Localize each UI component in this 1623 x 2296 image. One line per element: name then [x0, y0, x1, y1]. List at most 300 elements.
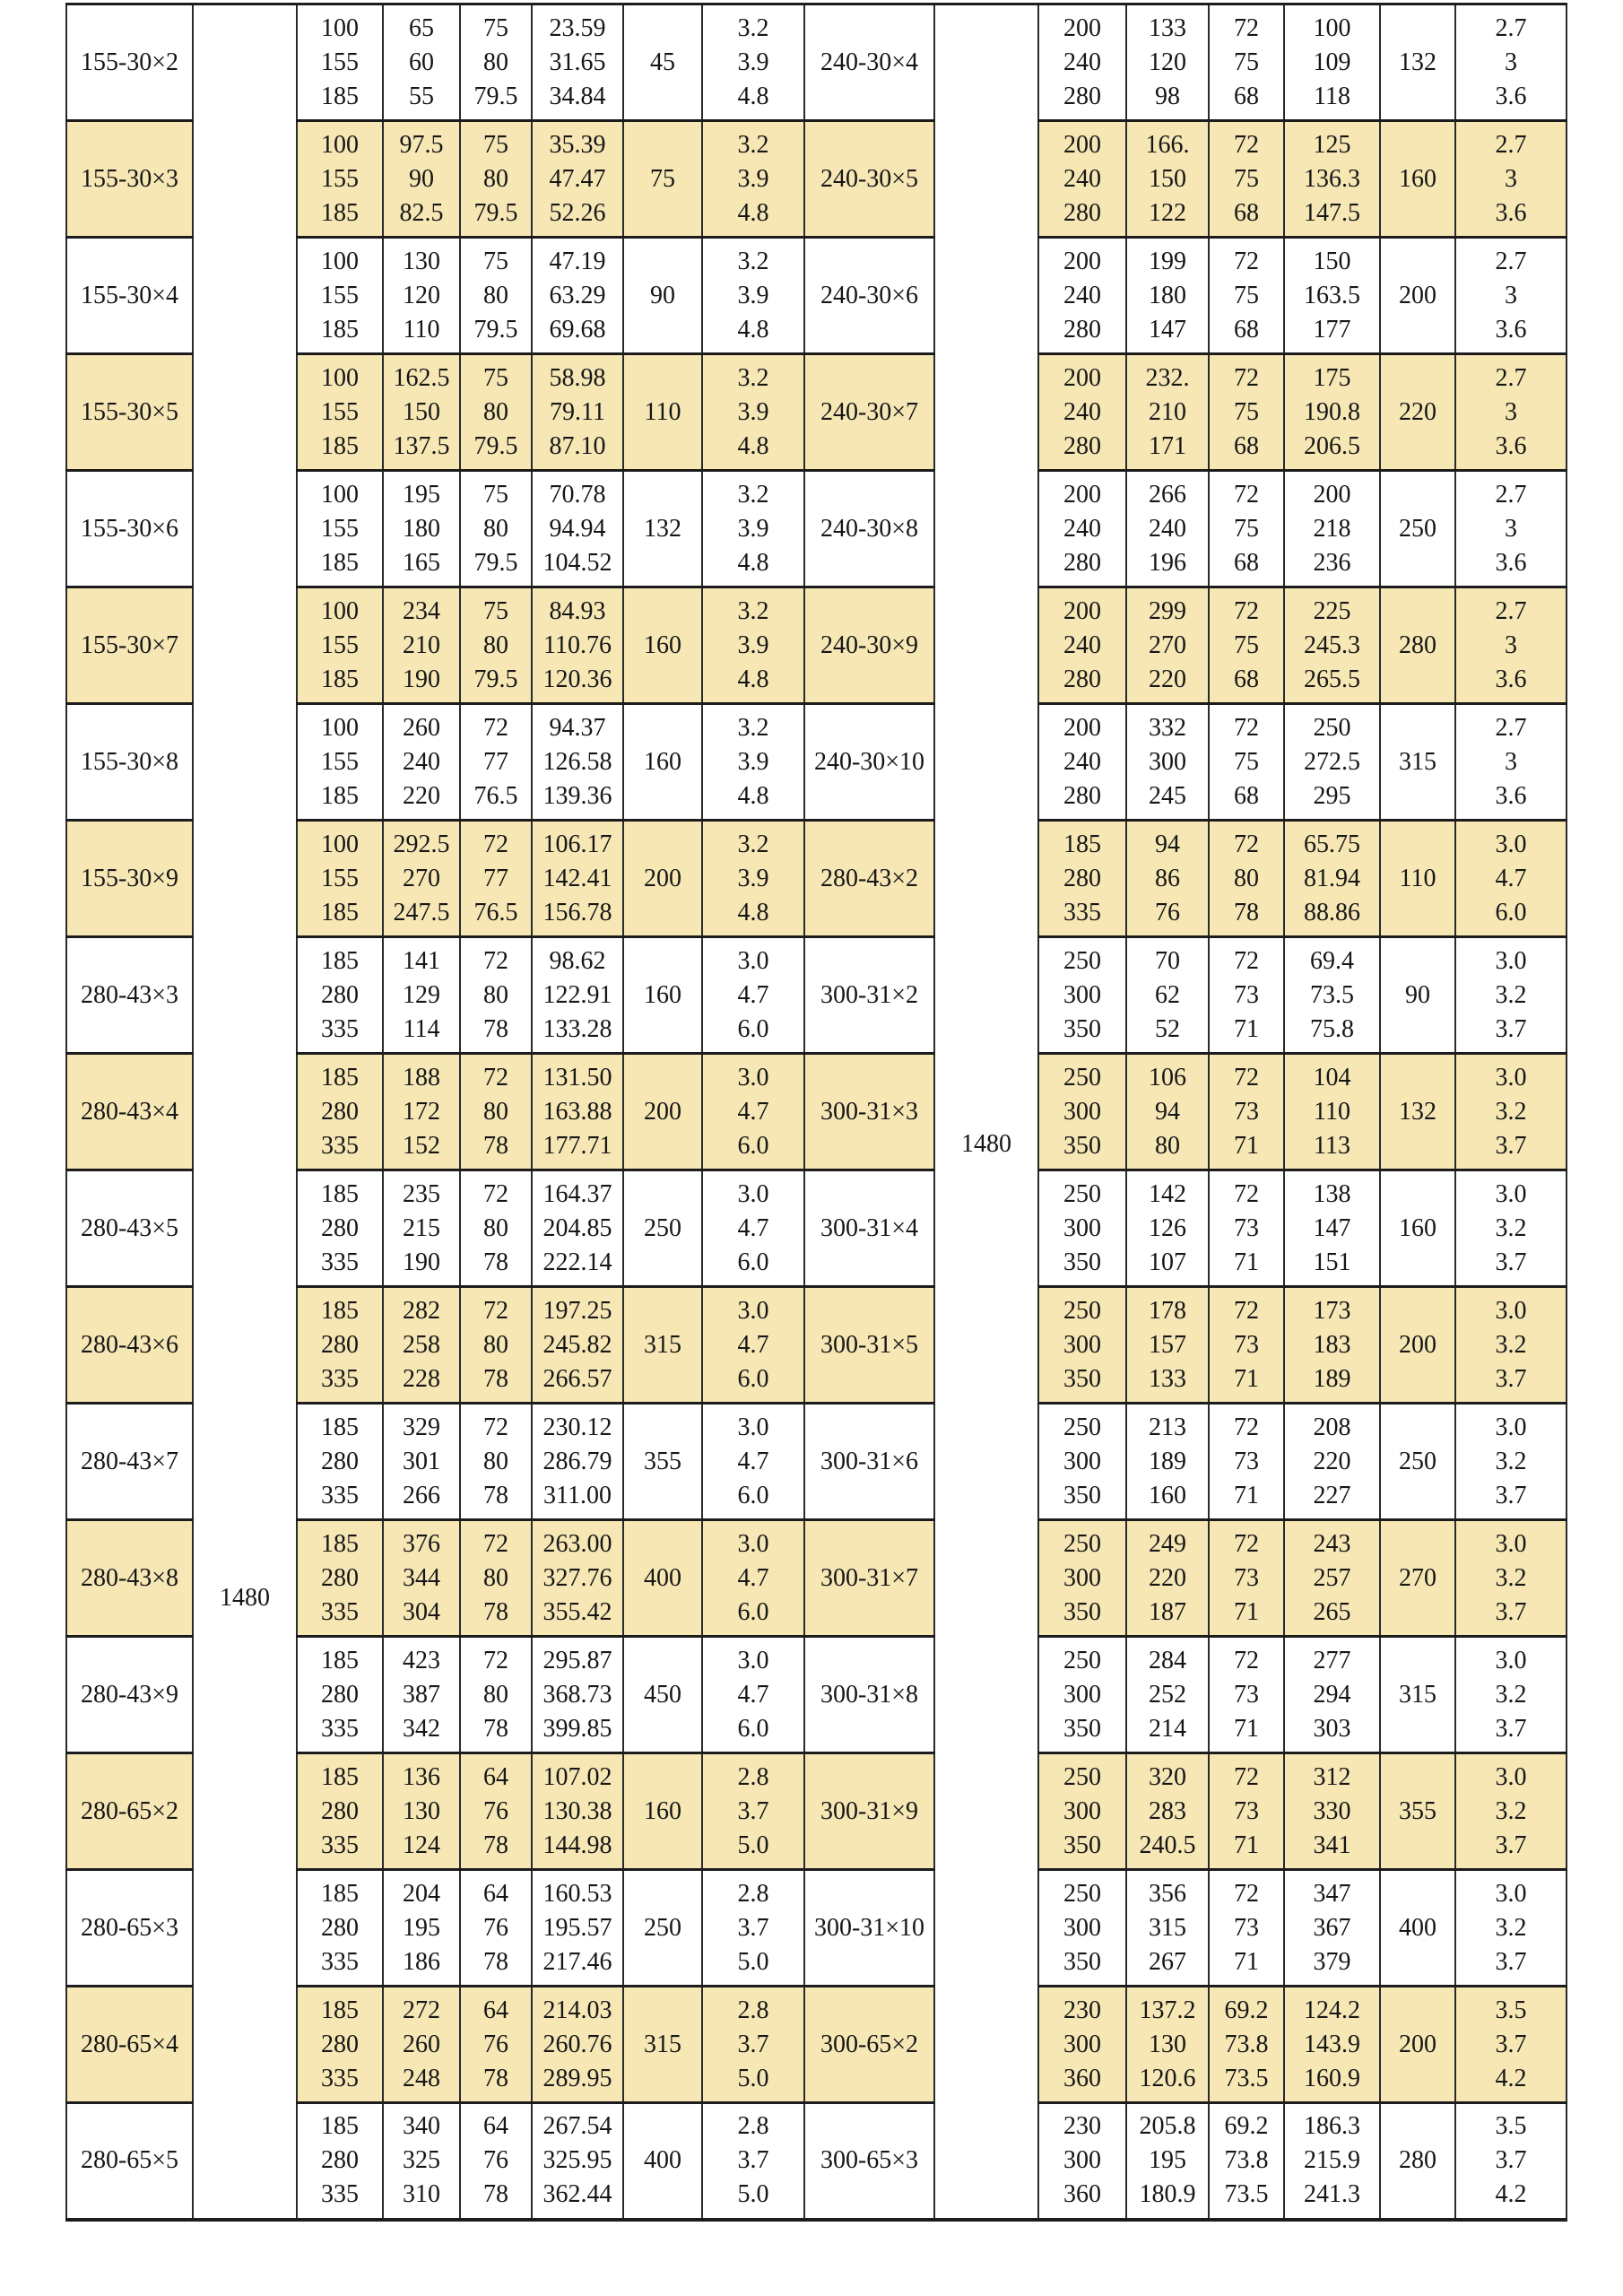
cell-flow-left-line: 185 — [321, 431, 359, 460]
cell-eff-left — [460, 937, 532, 1054]
cell-head-left — [383, 1054, 460, 1170]
cell-power-right-line: 177 — [1313, 315, 1351, 344]
cell-eff-left-line: 80 — [483, 631, 508, 659]
cell-eff-left-line: 80 — [483, 1680, 508, 1709]
cell-eff-left — [460, 1287, 532, 1404]
cell-npsh-left-line: 4.8 — [737, 315, 769, 344]
cell-head-right — [1126, 1170, 1209, 1287]
cell-head-right-line: 220 — [1149, 1563, 1186, 1592]
cell-power-right-line: 294 — [1313, 1680, 1351, 1709]
cell-power-right-line: 218 — [1313, 514, 1351, 543]
cell-model-right: 240-30×5 — [804, 121, 934, 238]
cell-power-right — [1284, 238, 1380, 354]
cell-flow-left-line: 155 — [321, 397, 359, 426]
speed-value-left: 1480 — [220, 1583, 270, 1612]
cell-head-left-line: 292.5 — [393, 830, 450, 858]
cell-head-right-line: 195 — [1149, 2146, 1186, 2175]
cell-flow-right-line: 300 — [1063, 2030, 1101, 2058]
cell-power-left-line: 130.38 — [542, 1796, 612, 1825]
cell-motor-right: 355 — [1380, 1753, 1455, 1870]
cell-eff-right-line: 72 — [1234, 363, 1259, 392]
cell-eff-left-line: 64 — [483, 1996, 508, 2024]
cell-head-right-line: 180 — [1149, 281, 1186, 309]
cell-head-right-line: 52 — [1155, 1014, 1180, 1043]
cell-eff-right-line: 71 — [1234, 1831, 1259, 1859]
cell-head-left-line: 65 — [409, 13, 434, 42]
cell-eff-right — [1209, 1404, 1284, 1520]
cell-npsh-left-line: 4.8 — [737, 431, 769, 460]
cell-npsh-left — [702, 1870, 804, 1987]
cell-flow-left-line: 185 — [321, 82, 359, 110]
cell-npsh-right-line: 3.7 — [1495, 1364, 1527, 1393]
cell-power-left-line: 260.76 — [542, 2030, 612, 2058]
cell-flow-left — [297, 471, 383, 587]
cell-eff-right — [1209, 587, 1284, 704]
cell-eff-right — [1209, 821, 1284, 937]
cell-npsh-left — [702, 354, 804, 471]
cell-flow-left-line: 155 — [321, 514, 359, 543]
cell-eff-right-line: 73 — [1234, 980, 1259, 1009]
cell-head-right-line: 356 — [1149, 1879, 1186, 1908]
cell-motor-left: 160 — [623, 937, 702, 1054]
cell-eff-right — [1209, 2103, 1284, 2220]
cell-head-right-line: 120 — [1149, 48, 1186, 76]
cell-motor-left: 400 — [623, 2103, 702, 2220]
cell-head-right-line: 178 — [1149, 1296, 1186, 1325]
cell-head-right-line: 205.8 — [1139, 2112, 1196, 2141]
cell-head-left — [383, 1520, 460, 1637]
cell-flow-right-line: 350 — [1063, 1014, 1101, 1043]
cell-npsh-left-line: 4.8 — [737, 665, 769, 693]
cell-flow-right-line: 350 — [1063, 1364, 1101, 1393]
cell-motor-left: 355 — [623, 1404, 702, 1520]
cell-power-left-line: 122.91 — [542, 980, 612, 1009]
cell-flow-left-line: 185 — [321, 198, 359, 227]
cell-flow-right-line: 240 — [1063, 747, 1101, 776]
cell-motor-left: 200 — [623, 1054, 702, 1170]
cell-flow-left — [297, 1054, 383, 1170]
cell-flow-left-line: 335 — [321, 1248, 359, 1276]
cell-power-right-line: 163.5 — [1304, 281, 1360, 309]
cell-eff-right-line: 73 — [1234, 1563, 1259, 1592]
cell-eff-right-line: 72 — [1234, 1296, 1259, 1325]
cell-flow-right — [1038, 587, 1126, 704]
cell-eff-left — [460, 4, 532, 121]
cell-power-left-line: 58.98 — [549, 363, 606, 392]
cell-flow-right — [1038, 354, 1126, 471]
cell-power-right-line: 295 — [1313, 781, 1351, 810]
cell-npsh-right-line: 3.0 — [1495, 1413, 1527, 1441]
cell-npsh-right-line: 3 — [1505, 164, 1517, 193]
cell-eff-left — [460, 1054, 532, 1170]
cell-head-right — [1126, 1753, 1209, 1870]
cell-model-left: 280-43×9 — [66, 1637, 193, 1753]
cell-power-right-line: 303 — [1313, 1714, 1351, 1743]
cell-npsh-right-line: 3.2 — [1495, 1913, 1527, 1942]
cell-eff-left-line: 80 — [483, 164, 508, 193]
cell-flow-right-line: 350 — [1063, 1131, 1101, 1160]
cell-eff-left-line: 72 — [483, 1529, 508, 1558]
cell-eff-left-line: 75 — [483, 596, 508, 625]
cell-model-left: 155-30×7 — [66, 587, 193, 704]
cell-npsh-left-line: 2.8 — [737, 1879, 769, 1908]
cell-flow-right-line: 250 — [1063, 1762, 1101, 1791]
cell-motor-left: 160 — [623, 704, 702, 821]
cell-flow-left — [297, 4, 383, 121]
cell-model-right: 240-30×6 — [804, 238, 934, 354]
cell-eff-right-line: 72 — [1234, 1413, 1259, 1441]
cell-model-left: 155-30×3 — [66, 121, 193, 238]
cell-power-left — [532, 354, 623, 471]
cell-eff-right-line: 68 — [1234, 781, 1259, 810]
cell-npsh-right-line: 4.7 — [1495, 864, 1527, 892]
cell-model-left: 280-43×3 — [66, 937, 193, 1054]
cell-power-right-line: 227 — [1313, 1481, 1351, 1509]
cell-npsh-left-line: 6.0 — [737, 1014, 769, 1043]
cell-head-left-line: 210 — [403, 631, 440, 659]
cell-power-right-line: 104 — [1313, 1063, 1351, 1091]
cell-eff-left-line: 80 — [483, 514, 508, 543]
cell-eff-right-line: 71 — [1234, 1248, 1259, 1276]
cell-power-left-line: 214.03 — [542, 1996, 612, 2024]
cell-motor-left: 200 — [623, 821, 702, 937]
cell-model-left: 155-30×6 — [66, 471, 193, 587]
cell-eff-left — [460, 1170, 532, 1287]
cell-eff-right — [1209, 121, 1284, 238]
cell-power-right-line: 65.75 — [1304, 830, 1360, 858]
cell-flow-left — [297, 2103, 383, 2220]
cell-flow-right-line: 300 — [1063, 980, 1101, 1009]
cell-head-left-line: 260 — [403, 713, 440, 742]
cell-npsh-right — [1455, 704, 1567, 821]
cell-eff-left — [460, 1637, 532, 1753]
cell-flow-left-line: 280 — [321, 1330, 359, 1359]
cell-npsh-right — [1455, 1287, 1567, 1404]
cell-npsh-right-line: 3.7 — [1495, 2146, 1527, 2175]
cell-flow-left-line: 100 — [321, 363, 359, 392]
cell-npsh-right — [1455, 1404, 1567, 1520]
cell-flow-left-line: 155 — [321, 631, 359, 659]
cell-head-right-line: 300 — [1149, 747, 1186, 776]
cell-power-right — [1284, 1170, 1380, 1287]
cell-flow-left-line: 335 — [321, 1714, 359, 1743]
cell-npsh-right — [1455, 354, 1567, 471]
cell-eff-right-line: 78 — [1234, 898, 1259, 926]
cell-flow-left-line: 185 — [321, 1413, 359, 1441]
cell-npsh-right-line: 3.7 — [1495, 1714, 1527, 1743]
cell-power-right — [1284, 354, 1380, 471]
cell-power-left-line: 34.84 — [549, 82, 606, 110]
cell-power-left — [532, 1054, 623, 1170]
cell-head-left-line: 60 — [409, 48, 434, 76]
cell-eff-left-line: 78 — [483, 1597, 508, 1626]
cell-npsh-left-line: 5.0 — [737, 1947, 769, 1976]
cell-npsh-right-line: 3 — [1505, 631, 1517, 659]
cell-power-right — [1284, 471, 1380, 587]
cell-eff-right-line: 73 — [1234, 1330, 1259, 1359]
cell-npsh-left-line: 4.7 — [737, 1330, 769, 1359]
cell-head-left-line: 282 — [403, 1296, 440, 1325]
cell-eff-right-line: 73.5 — [1224, 2180, 1269, 2209]
cell-model-left: 280-65×4 — [66, 1987, 193, 2103]
cell-model-right: 280-43×2 — [804, 821, 934, 937]
cell-motor-right: 160 — [1380, 121, 1455, 238]
cell-npsh-left-line: 6.0 — [737, 1131, 769, 1160]
cell-flow-right-line: 350 — [1063, 1831, 1101, 1859]
cell-flow-right-line: 240 — [1063, 514, 1101, 543]
cell-head-right-line: 157 — [1149, 1330, 1186, 1359]
cell-eff-left — [460, 471, 532, 587]
cell-npsh-right-line: 3 — [1505, 514, 1517, 543]
cell-head-left-line: 272 — [403, 1996, 440, 2024]
cell-flow-right-line: 185 — [1063, 830, 1101, 858]
cell-flow-left-line: 155 — [321, 164, 359, 193]
cell-flow-left-line: 335 — [321, 1014, 359, 1043]
cell-head-left — [383, 1987, 460, 2103]
cell-npsh-right — [1455, 121, 1567, 238]
cell-flow-left-line: 100 — [321, 247, 359, 275]
cell-eff-right-line: 72 — [1234, 596, 1259, 625]
cell-power-right — [1284, 2103, 1380, 2220]
cell-power-right-line: 236 — [1313, 548, 1351, 577]
cell-eff-right — [1209, 4, 1284, 121]
cell-model-left: 155-30×8 — [66, 704, 193, 821]
cell-flow-right-line: 300 — [1063, 1330, 1101, 1359]
cell-npsh-left-line: 4.7 — [737, 1680, 769, 1709]
cell-motor-left: 315 — [623, 1987, 702, 2103]
cell-head-left-line: 195 — [403, 480, 440, 509]
cell-eff-left-line: 78 — [483, 1364, 508, 1393]
cell-npsh-left-line: 3.7 — [737, 2146, 769, 2175]
cell-flow-right-line: 300 — [1063, 1447, 1101, 1475]
cell-head-left-line: 260 — [403, 2030, 440, 2058]
cell-eff-right-line: 72 — [1234, 13, 1259, 42]
cell-head-left-line: 141 — [403, 946, 440, 975]
cell-flow-right-line: 250 — [1063, 1646, 1101, 1674]
cell-head-right-line: 267 — [1149, 1947, 1186, 1976]
cell-speed-right — [934, 4, 1038, 2220]
cell-power-right — [1284, 1753, 1380, 1870]
cell-power-left — [532, 1287, 623, 1404]
cell-head-left — [383, 4, 460, 121]
cell-head-right — [1126, 1520, 1209, 1637]
cell-flow-left-line: 185 — [321, 1529, 359, 1558]
cell-flow-left — [297, 821, 383, 937]
cell-npsh-left-line: 3.9 — [737, 48, 769, 76]
cell-head-right-line: 199 — [1149, 247, 1186, 275]
cell-head-left-line: 172 — [403, 1097, 440, 1126]
cell-power-right — [1284, 937, 1380, 1054]
cell-motor-right: 280 — [1380, 587, 1455, 704]
cell-eff-left — [460, 1987, 532, 2103]
cell-flow-right-line: 240 — [1063, 48, 1101, 76]
cell-eff-right-line: 73 — [1234, 1913, 1259, 1942]
cell-eff-right-line: 72 — [1234, 1879, 1259, 1908]
cell-head-left-line: 124 — [403, 1831, 440, 1859]
cell-power-right-line: 81.94 — [1304, 864, 1360, 892]
cell-npsh-right-line: 3.2 — [1495, 1097, 1527, 1126]
cell-eff-right-line: 73 — [1234, 1796, 1259, 1825]
cell-power-left-line: 104.52 — [542, 548, 612, 577]
cell-power-left-line: 195.57 — [542, 1913, 612, 1942]
cell-power-left-line: 197.25 — [542, 1296, 612, 1325]
cell-eff-left-line: 64 — [483, 1762, 508, 1791]
cell-npsh-left-line: 5.0 — [737, 1831, 769, 1859]
cell-flow-right-line: 280 — [1063, 198, 1101, 227]
cell-head-right-line: 98 — [1155, 82, 1180, 110]
cell-flow-left — [297, 1637, 383, 1753]
cell-eff-right-line: 72 — [1234, 1646, 1259, 1674]
cell-npsh-left-line: 3.0 — [737, 1296, 769, 1325]
cell-flow-right — [1038, 704, 1126, 821]
cell-head-right-line: 107 — [1149, 1248, 1186, 1276]
cell-power-right-line: 250 — [1313, 713, 1351, 742]
cell-flow-left-line: 280 — [321, 2146, 359, 2175]
cell-head-left-line: 190 — [403, 1248, 440, 1276]
cell-head-right — [1126, 1054, 1209, 1170]
cell-power-left-line: 110.76 — [543, 631, 612, 659]
cell-power-right-line: 265 — [1313, 1597, 1351, 1626]
cell-flow-right — [1038, 121, 1126, 238]
cell-head-left-line: 228 — [403, 1364, 440, 1393]
cell-flow-left-line: 155 — [321, 48, 359, 76]
cell-power-right-line: 109 — [1313, 48, 1351, 76]
cell-head-right-line: 133 — [1149, 13, 1186, 42]
cell-npsh-right-line: 3 — [1505, 281, 1517, 309]
cell-eff-left-line: 75 — [483, 363, 508, 392]
cell-power-right-line: 100 — [1313, 13, 1351, 42]
cell-head-left — [383, 121, 460, 238]
cell-npsh-right-line: 3.6 — [1495, 315, 1527, 344]
cell-eff-right-line: 72 — [1234, 713, 1259, 742]
cell-eff-left-line: 78 — [483, 1481, 508, 1509]
cell-power-right-line: 312 — [1313, 1762, 1351, 1791]
cell-npsh-right-line: 2.7 — [1495, 130, 1527, 159]
cell-power-left — [532, 937, 623, 1054]
cell-flow-left — [297, 1287, 383, 1404]
cell-npsh-right — [1455, 937, 1567, 1054]
cell-eff-left — [460, 121, 532, 238]
cell-model-right: 300-31×3 — [804, 1054, 934, 1170]
cell-npsh-left-line: 6.0 — [737, 1248, 769, 1276]
cell-power-left — [532, 821, 623, 937]
cell-head-right-line: 270 — [1149, 631, 1186, 659]
cell-eff-left — [460, 1870, 532, 1987]
cell-flow-left — [297, 704, 383, 821]
cell-flow-right — [1038, 1404, 1126, 1520]
cell-power-right-line: 379 — [1313, 1947, 1351, 1976]
cell-model-right: 240-30×10 — [804, 704, 934, 821]
cell-power-right — [1284, 4, 1380, 121]
cell-flow-left-line: 280 — [321, 1913, 359, 1942]
cell-head-left-line: 387 — [403, 1680, 440, 1709]
cell-power-right-line: 241.3 — [1304, 2180, 1360, 2209]
cell-head-left — [383, 354, 460, 471]
cell-head-right-line: 214 — [1149, 1714, 1186, 1743]
cell-head-right-line: 284 — [1149, 1646, 1186, 1674]
cell-flow-left-line: 155 — [321, 281, 359, 309]
cell-power-left — [532, 2103, 623, 2220]
cell-head-left — [383, 704, 460, 821]
cell-head-left — [383, 821, 460, 937]
cell-power-left-line: 266.57 — [542, 1364, 612, 1393]
cell-eff-left-line: 75 — [483, 247, 508, 275]
cell-flow-right-line: 250 — [1063, 1179, 1101, 1208]
cell-power-right-line: 265.5 — [1304, 665, 1360, 693]
cell-npsh-left-line: 3.2 — [737, 713, 769, 742]
cell-motor-left: 400 — [623, 1520, 702, 1637]
cell-eff-left-line: 76.5 — [473, 781, 518, 810]
cell-head-left-line: 55 — [409, 82, 434, 110]
cell-head-left-line: 344 — [403, 1563, 440, 1592]
cell-eff-left-line: 80 — [483, 1330, 508, 1359]
cell-npsh-left-line: 4.7 — [737, 980, 769, 1009]
cell-model-right: 300-31×7 — [804, 1520, 934, 1637]
cell-power-left — [532, 1170, 623, 1287]
cell-npsh-left-line: 3.0 — [737, 1179, 769, 1208]
cell-flow-left — [297, 937, 383, 1054]
cell-head-left-line: 110 — [403, 315, 440, 344]
cell-flow-right-line: 280 — [1063, 431, 1101, 460]
cell-flow-left-line: 100 — [321, 480, 359, 509]
cell-eff-right-line: 71 — [1234, 1947, 1259, 1976]
cell-power-left-line: 368.73 — [542, 1680, 612, 1709]
cell-head-right-line: 220 — [1149, 665, 1186, 693]
cell-power-left-line: 84.93 — [549, 596, 606, 625]
cell-eff-left-line: 79.5 — [473, 665, 518, 693]
cell-power-right-line: 272.5 — [1304, 747, 1360, 776]
cell-speed-left — [193, 4, 297, 2220]
cell-motor-left: 132 — [623, 471, 702, 587]
cell-npsh-left-line: 3.2 — [737, 363, 769, 392]
cell-eff-right-line: 73 — [1234, 1097, 1259, 1126]
cell-head-left-line: 234 — [403, 596, 440, 625]
cell-eff-right — [1209, 1170, 1284, 1287]
cell-eff-left-line: 72 — [483, 713, 508, 742]
cell-head-left-line: 329 — [403, 1413, 440, 1441]
cell-npsh-right-line: 3.2 — [1495, 1213, 1527, 1242]
cell-npsh-left-line: 2.8 — [737, 1996, 769, 2024]
cell-flow-right-line: 280 — [1063, 665, 1101, 693]
cell-head-left-line: 340 — [403, 2112, 440, 2141]
cell-eff-left-line: 77 — [483, 864, 508, 892]
cell-motor-right: 90 — [1380, 937, 1455, 1054]
cell-model-right: 300-31×9 — [804, 1753, 934, 1870]
cell-eff-left-line: 80 — [483, 1097, 508, 1126]
cell-head-left-line: 114 — [403, 1014, 440, 1043]
cell-flow-left-line: 185 — [321, 1646, 359, 1674]
cell-flow-right-line: 200 — [1063, 247, 1101, 275]
cell-flow-right-line: 280 — [1063, 864, 1101, 892]
cell-power-left-line: 23.59 — [549, 13, 606, 42]
cell-head-right-line: 130 — [1149, 2030, 1186, 2058]
cell-head-right-line: 245 — [1149, 781, 1186, 810]
cell-flow-right — [1038, 821, 1126, 937]
cell-model-right: 300-65×2 — [804, 1987, 934, 2103]
cell-flow-left-line: 185 — [321, 1996, 359, 2024]
cell-power-left-line: 245.82 — [542, 1330, 612, 1359]
cell-npsh-left-line: 4.8 — [737, 781, 769, 810]
cell-eff-left-line: 72 — [483, 1063, 508, 1091]
cell-head-right-line: 62 — [1155, 980, 1180, 1009]
cell-eff-left — [460, 587, 532, 704]
cell-eff-right-line: 72 — [1234, 1063, 1259, 1091]
cell-flow-left-line: 185 — [321, 1179, 359, 1208]
cell-flow-right-line: 200 — [1063, 363, 1101, 392]
cell-head-left-line: 180 — [403, 514, 440, 543]
cell-eff-right-line: 71 — [1234, 1364, 1259, 1393]
cell-head-right-line: 150 — [1149, 164, 1186, 193]
